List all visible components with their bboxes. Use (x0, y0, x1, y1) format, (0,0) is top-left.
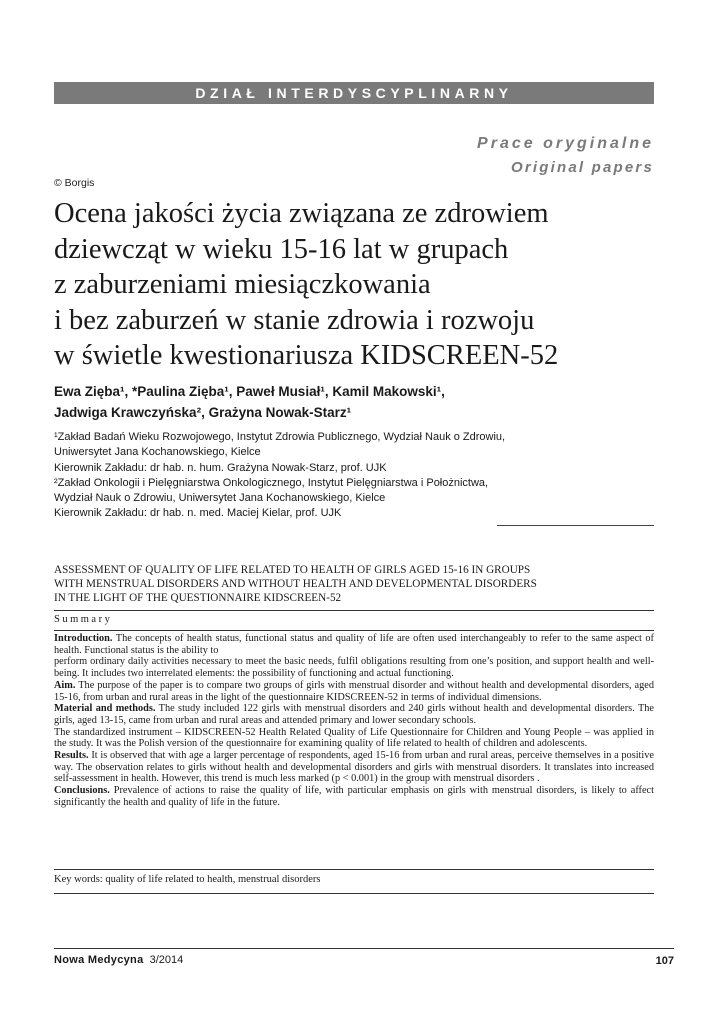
affiliation-line: Kierownik Zakładu: dr hab. n. hum. Grażyna Nowak-Starz, prof. UJK (54, 461, 387, 474)
abstract-label: Material and methods. (54, 703, 156, 715)
author-list (54, 381, 674, 423)
summary-heading: Summary (54, 614, 113, 625)
section-header: DZIAŁ INTERDYSCYPLINARNY (54, 82, 654, 104)
authors-line: Jadwiga Krawczyńska², Grażyna Nowak-Starz¹ (54, 405, 352, 420)
english-title-line: ASSESSMENT OF QUALITY OF LIFE RELATED TO HEALTH OF GIRLS AGED 15-16 IN GROUPS (54, 564, 531, 576)
abstract-text: Prevalence of actions to raise the quality of life, with particular emphasis on girls with menstrual disorders, is likely to affect significantly the health and quality of life in the future. (54, 785, 654, 808)
journal-issue: 3/2014 (149, 954, 184, 966)
title-line: z zaburzeniami miesiączkowania (54, 269, 431, 300)
authors-line: Ewa Zięba¹, *Paulina Zięba¹, Paweł Musiał¹, Kamil Makowski¹, (54, 384, 445, 399)
keywords-divider (54, 893, 654, 894)
abstract-label: Conclusions. (54, 785, 110, 797)
affiliation-line: Uniwersytet Jana Kochanowskiego, Kielce (54, 446, 261, 459)
abstract-label: Aim. (54, 679, 76, 691)
summary-abstract (54, 633, 654, 809)
abstract-introduction-continued: perform ordinary daily activities necessary to meet the basic needs, fulfil obligations resulting from one’s position, and support health and well-being. It includes two interrelated elements: the possibility of functioning and actual functioning. (54, 656, 654, 680)
summary-divider (54, 610, 654, 611)
abstract-aim (54, 680, 654, 703)
affiliation-line: ¹Zakład Badań Wieku Rozwojowego, Instytut Zdrowia Publicznego, Wydział Nauk o Zdrowiu, (54, 431, 506, 443)
keywords-divider (54, 869, 654, 870)
abstract-introduction (54, 633, 654, 656)
abstract-text: It is observed that with age a larger percentage of respondents, aged 15-16 from urban and rural areas, perceive themselves in a positive way. The observation relates to girls without health and developmental disorders and girls with menstrual disorders. It translates into increased self-assessment in health. However, this trend is much less marked (p < 0.001) in the group with menstrual disorders . (54, 750, 654, 785)
affiliations (54, 430, 654, 522)
journal-footer (54, 954, 183, 966)
affiliation-line: Wydział Nauk o Zdrowiu, Uniwersytet Jana Kochanowskiego, Kielce (54, 492, 386, 505)
abstract-text: The study included 122 girls with menstrual disorders and 240 girls without health and developmental disorders. The girls, aged 13-15, came from urban and rural areas and attended primary and lower secondary schools. (54, 703, 654, 726)
paper-type-polish: Prace oryginalne (477, 135, 654, 152)
abstract-methods-continued: The standardized instrument – KIDSCREEN-52 Health Related Quality of Life Questionnaire for Children and Young People – was applied in the study. It was the Polish version of the questionnaire for examining quality of life related to health of children and adolescents. (54, 726, 654, 750)
footer-divider (54, 948, 674, 949)
affiliation-line: ²Zakład Onkologii i Pielęgniarstwa Onkologicznego, Instytut Pielęgniarstwa i Położnictwa, (54, 476, 489, 489)
keywords: Key words: quality of life related to health, menstrual disorders (54, 874, 321, 885)
abstract-text: The concepts of health status, functional status and quality of life are often used interchangeably to refer to the same aspect of health. Functional status is the ability to (54, 633, 654, 656)
affiliation-divider (497, 525, 654, 526)
abstract-label: Results. (54, 750, 89, 762)
abstract-conclusions (54, 785, 654, 808)
journal-name: Nowa Medycyna (54, 954, 144, 966)
abstract-text: The purpose of the paper is to compare two groups of girls with menstrual disorder and without health and developmental disorders, aged 15-16, from urban and rural areas in the light of the questionnaire KIDSCREEN-52 in terms of individual dimensions. (54, 679, 654, 703)
copyright-notice: © Borgis (54, 177, 95, 189)
article-title (54, 196, 674, 374)
english-title (54, 563, 664, 605)
title-line: i bez zaburzeń w stanie zdrowia i rozwoju (54, 304, 535, 336)
english-title-line: WITH MENSTRUAL DISORDERS AND WITHOUT HEALTH AND DEVELOPMENTAL DISORDERS (54, 578, 537, 590)
paper-type-english: Original papers (510, 159, 654, 176)
page-number: 107 (655, 955, 674, 967)
abstract-results (54, 750, 654, 785)
abstract-methods (54, 703, 654, 726)
abstract-label: Introduction. (54, 633, 113, 644)
title-line: Ocena jakości życia związana ze zdrowiem (54, 198, 549, 229)
summary-divider (54, 630, 654, 631)
title-line: dziewcząt w wieku 15-16 lat w grupach (54, 233, 509, 265)
affiliation-line: Kierownik Zakładu: dr hab. n. med. Maciej Kielar, prof. UJK (54, 507, 342, 520)
english-title-line: IN THE LIGHT OF THE QUESTIONNAIRE KIDSCREEN-52 (54, 592, 342, 604)
title-line: w świetle kwestionariusza KIDSCREEN-52 (54, 340, 559, 371)
